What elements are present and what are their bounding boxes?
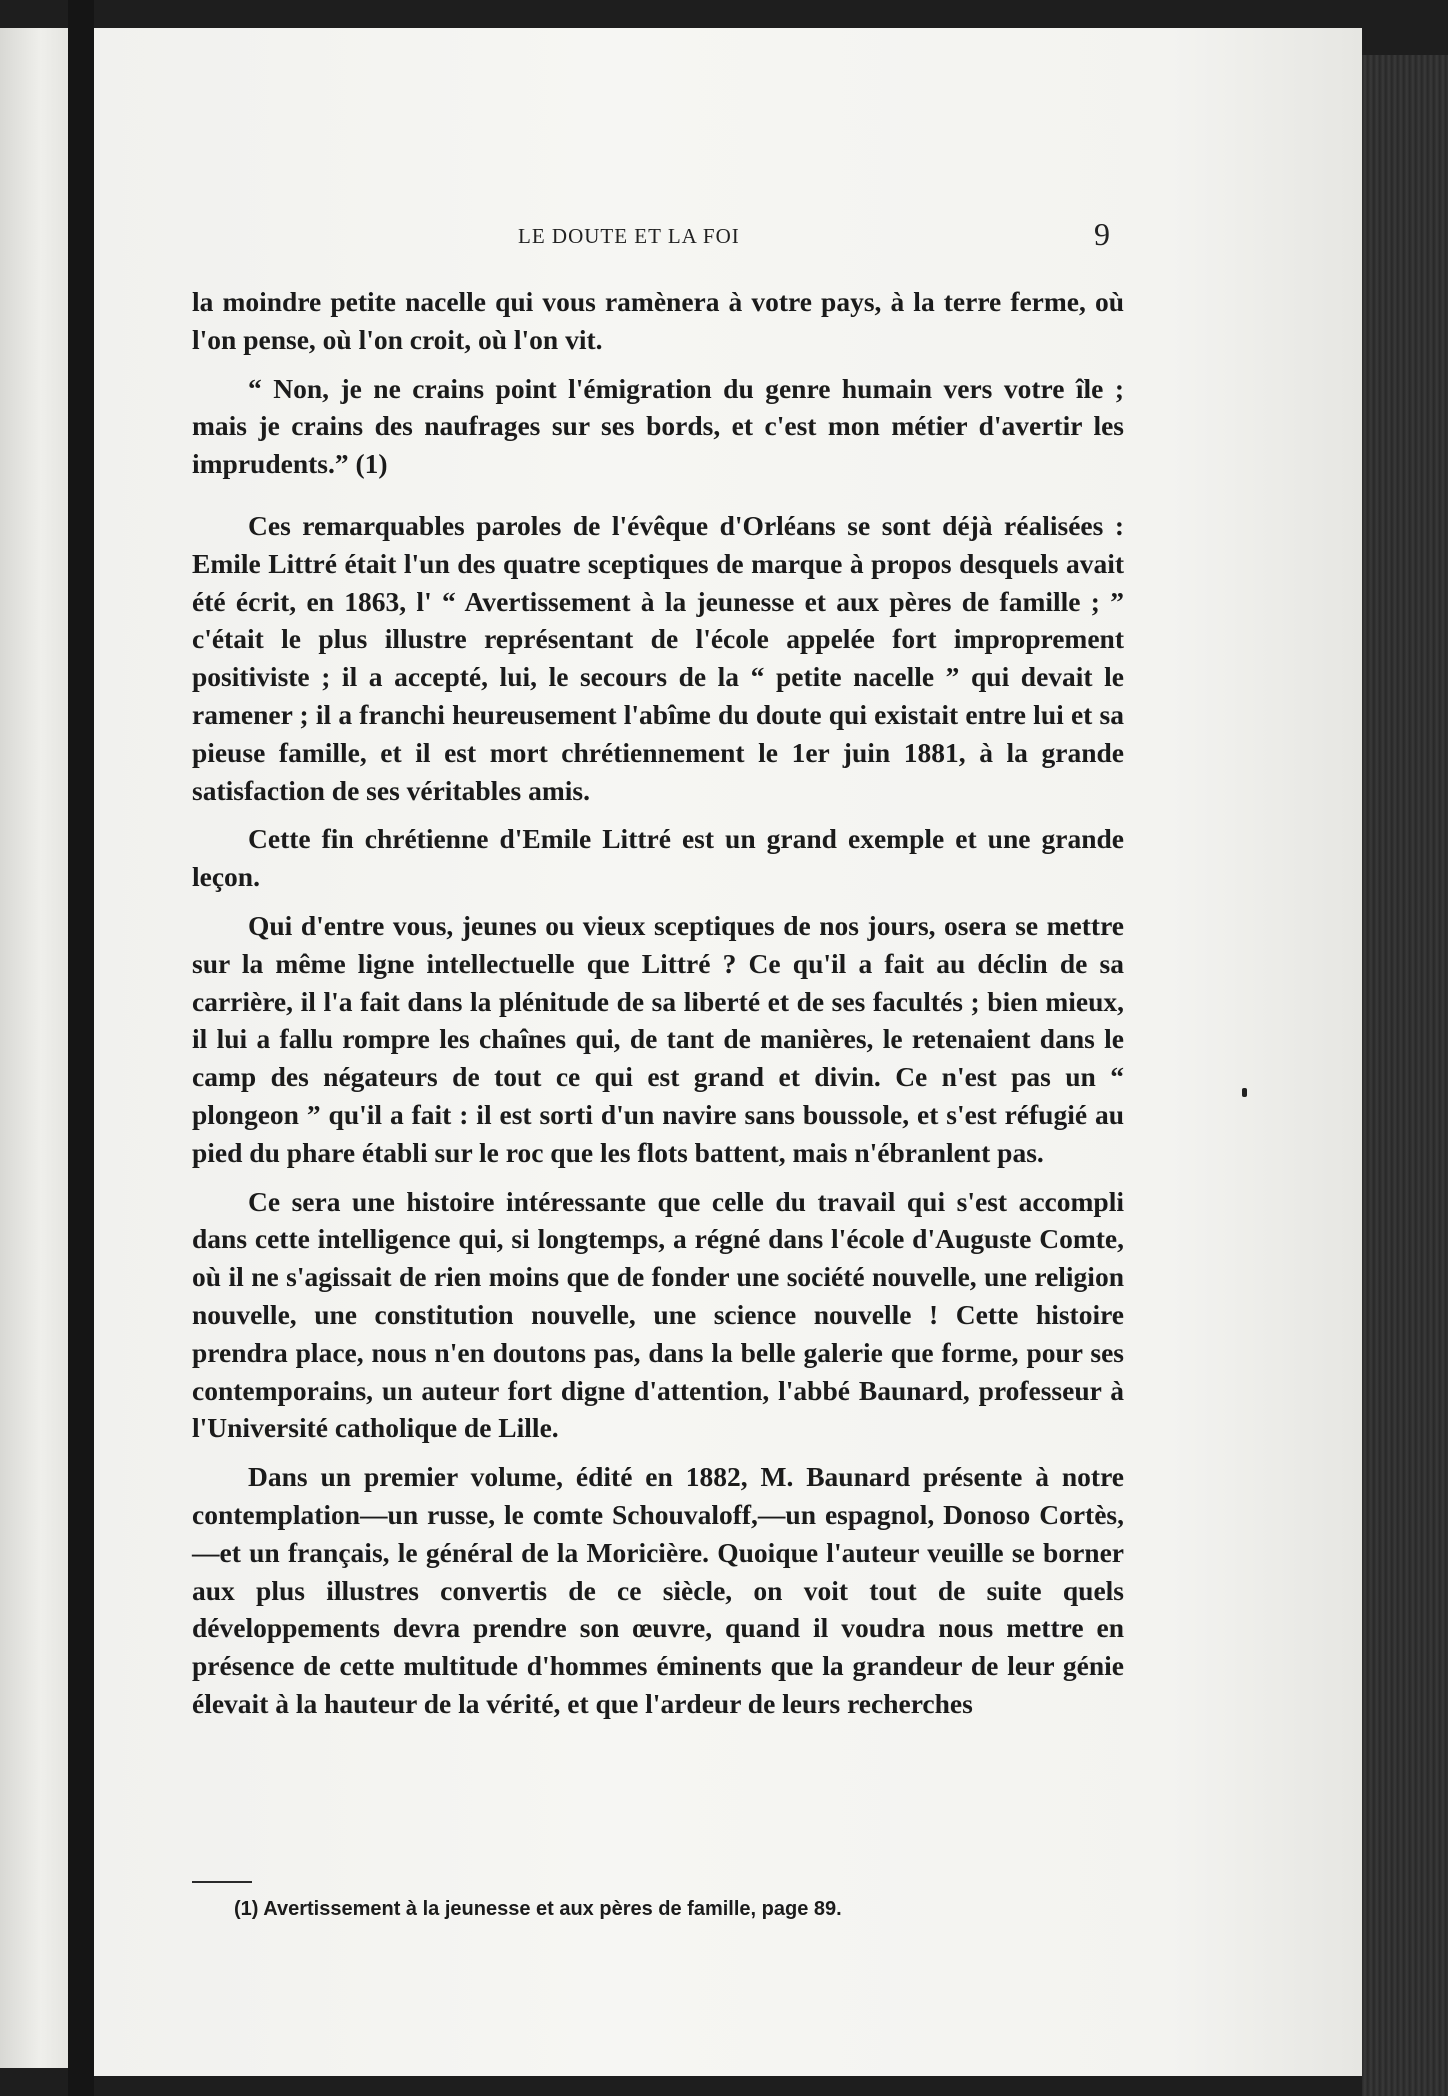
page-stack-edge xyxy=(1362,55,1448,2096)
paragraph: Dans un premier volume, édité en 1882, M. Baunard présente à notre contemplation—un russe, le comte Schouvaloff,—un espagnol, Donoso Cortès,—et un français, le général de la Moricière. Quoique l'auteur veuille se borner aux plus illustres convertis de ce siècle, on voit tout de suite quels développements devra prendre son œuvre, quand il voudra nous mettre en présence de cette multitude d'hommes éminents que la grandeur de leur génie élevait à la hauteur de la vérité, et que l'ardeur de leurs recherches xyxy=(192,1461,1124,1719)
facing-page-edge xyxy=(0,28,68,2068)
footnote-rule xyxy=(192,1881,252,1883)
paragraph: Ces remarquables paroles de l'évêque d'Orléans se sont déjà réalisées : Emile Littré était l'un des quatre sceptiques de marque à propos desquels avait été écrit, en 1863, l' “ Avertissement à la jeunesse et aux pères de famille ; ” c'était le plus illustre représentant de l'école appelée fort improprement positiviste ; il a accepté, lui, le secours de la “ petite nacelle ” qui devait le ramener ; il a franchi heureusement l'abîme du doute qui existait entre lui et sa pieuse famille, et il est mort chrétiennement le 1er juin 1881, à la grande satisfaction de ses véritables amis. xyxy=(192,509,1124,806)
running-title: LE DOUTE ET LA FOI xyxy=(518,224,740,248)
paragraph-quote: “ Non, je ne crains point l'émigration du genre humain vers votre île ; mais je crains des naufrages sur ses bords, et c'est mon métier d'avertir les imprudents.” (1) xyxy=(192,372,1124,480)
book-gutter xyxy=(68,0,94,2096)
book-page xyxy=(94,28,1362,2076)
page-header xyxy=(94,216,1362,264)
print-speck xyxy=(1242,1088,1247,1097)
body-text xyxy=(192,283,1124,1734)
paragraph: Cette fin chrétienne d'Emile Littré est un grand exemple et une grande leçon. xyxy=(192,823,1124,893)
paragraph-continuation: la moindre petite nacelle qui vous ramènera à votre pays, à la terre ferme, où l'on pense, où l'on croit, où l'on vit. xyxy=(192,286,1124,355)
page-number: 9 xyxy=(1094,216,1110,252)
paragraph: Ce sera une histoire intéressante que celle du travail qui s'est accompli dans cette intelligence qui, si longtemps, a régné dans l'école d'Auguste Comte, où il ne s'agissait de rien moins que de fonder une société nouvelle, une religion nouvelle, une constitution nouvelle, une science nouvelle ! Cette histoire prendra place, nous n'en doutons pas, dans la belle galerie que forme, pour ses contemporains, un auteur fort digne d'attention, l'abbé Baunard, professeur à l'Université catholique de Lille. xyxy=(192,1185,1124,1444)
footnote: (1) Avertissement à la jeunesse et aux pères de famille, page 89. xyxy=(234,1898,842,1920)
paragraph: Qui d'entre vous, jeunes ou vieux sceptiques de nos jours, osera se mettre sur la même ligne intellectuelle que Littré ? Ce qu'il a fait au déclin de sa carrière, il l'a fait dans la plénitude de sa liberté et de ses facultés ; bien mieux, il lui a fallu rompre les chaînes qui, de tant de manières, le retenaient dans le camp des négateurs de tout ce qui est grand et divin. Ce n'est pas un “ plongeon ” qu'il a fait : il est sorti d'un navire sans boussole, et s'est réfugié au pied du phare établi sur le roc que les flots battent, mais n'ébranlent pas. xyxy=(192,909,1124,1168)
